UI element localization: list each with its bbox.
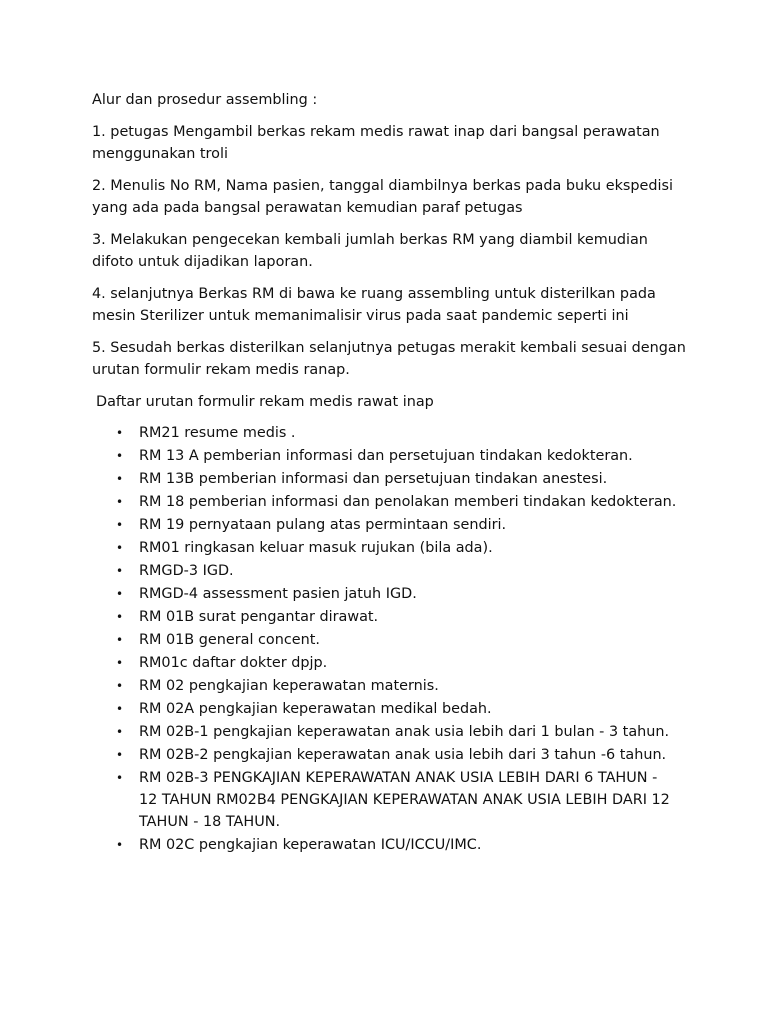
form-list-item (92, 468, 679, 490)
form-list-item (92, 744, 679, 766)
form-list-item (92, 675, 679, 697)
form-list-item (92, 606, 679, 628)
bullet-icon: • (116, 587, 124, 601)
form-list-item (92, 767, 679, 833)
bullet-icon: • (116, 633, 124, 647)
bullet-icon: • (116, 725, 124, 739)
bullet-icon: • (116, 541, 124, 555)
form-list-item-text: RM 13 A pemberian informasi dan persetujuan tindakan kedokteran. (139, 448, 633, 464)
form-list-item-text: RM 02B-3 PENGKAJIAN KEPERAWATAN ANAK USIA LEBIH DARI 6 TAHUN - 12 TAHUN RM02B4 PENGKAJIAN KEPERAWATAN ANAK USIA LEBIH DARI 12 TAHUN - 18 TAHUN. (139, 770, 670, 830)
bullet-icon: • (116, 838, 124, 852)
form-list-item-text: RM 01B general concent. (139, 632, 320, 648)
bullet-icon: • (116, 472, 124, 486)
form-list-item-text: RM 19 pernyataan pulang atas permintaan sendiri. (139, 517, 507, 533)
form-list-item-text: RM 02 pengkajian keperawatan maternis. (139, 678, 439, 694)
form-list-heading: Daftar urutan formulir rekam medis rawat inap (96, 394, 434, 410)
form-list-item-text: RM 01B surat pengantar dirawat. (139, 609, 379, 625)
form-list-item-text: RM 02B-2 pengkajian keperawatan anak usia lebih dari 3 tahun -6 tahun. (139, 747, 667, 763)
form-list-item-text: RM21 resume medis . (139, 425, 296, 441)
procedure-step: 3. Melakukan pengecekan kembali jumlah berkas RM yang diambil kemudian difoto untuk dijadikan laporan. (92, 232, 648, 270)
form-list-item (92, 698, 679, 720)
procedure-step: 2. Menulis No RM, Nama pasien, tanggal diambilnya berkas pada buku ekspedisi yang ada pada bangsal perawatan kemudian paraf petugas (92, 178, 674, 216)
bullet-icon: • (116, 495, 124, 509)
form-list-item (92, 445, 679, 467)
bullet-icon: • (116, 771, 124, 785)
form-list-item-text: RM01c daftar dokter dpjp. (139, 655, 328, 671)
bullet-icon: • (116, 426, 124, 440)
form-list-item (92, 652, 679, 674)
form-list-item-text: RM 13B pemberian informasi dan persetujuan tindakan anestesi. (139, 471, 608, 487)
form-list-item-text: RMGD-3 IGD. (139, 563, 234, 579)
form-list-item (92, 834, 679, 856)
form-list-item-text: RMGD-4 assessment pasien jatuh IGD. (139, 586, 417, 602)
bullet-icon: • (116, 656, 124, 670)
procedure-step: 5. Sesudah berkas disterilkan selanjutnya petugas merakit kembali sesuai dengan urutan formulir rekam medis ranap. (92, 340, 686, 378)
bullet-icon: • (116, 610, 124, 624)
form-list-item-text: RM 02A pengkajian keperawatan medikal bedah. (139, 701, 492, 717)
form-list-item-text: RM01 ringkasan keluar masuk rujukan (bila ada). (139, 540, 493, 556)
form-list-item (92, 583, 679, 605)
form-list-item (92, 491, 679, 513)
procedure-step: 1. petugas Mengambil berkas rekam medis rawat inap dari bangsal perawatan menggunakan troli (92, 124, 660, 162)
form-list-item-text: RM 02B-1 pengkajian keperawatan anak usia lebih dari 1 bulan - 3 tahun. (139, 724, 670, 740)
form-list-item (92, 560, 679, 582)
bullet-icon: • (116, 748, 124, 762)
form-list-item (92, 537, 679, 559)
document-body (92, 89, 692, 857)
form-list-item-text: RM 02C pengkajian keperawatan ICU/ICCU/IMC. (139, 837, 482, 853)
procedure-steps (92, 121, 692, 381)
form-list-item (92, 721, 679, 743)
bullet-icon: • (116, 564, 124, 578)
form-list-item (92, 514, 679, 536)
bullet-icon: • (116, 679, 124, 693)
procedure-step: 4. selanjutnya Berkas RM di bawa ke ruang assembling untuk disterilkan pada mesin Sterilizer untuk memanimalisir virus pada saat pandemic seperti ini (92, 286, 656, 324)
bullet-icon: • (116, 702, 124, 716)
form-list-item (92, 629, 679, 651)
bullet-icon: • (116, 449, 124, 463)
procedure-heading: Alur dan prosedur assembling : (92, 92, 318, 108)
form-list-item (92, 422, 679, 444)
form-list-item-text: RM 18 pemberian informasi dan penolakan memberi tindakan kedokteran. (139, 494, 677, 510)
form-order-list (92, 422, 692, 856)
bullet-icon: • (116, 518, 124, 532)
